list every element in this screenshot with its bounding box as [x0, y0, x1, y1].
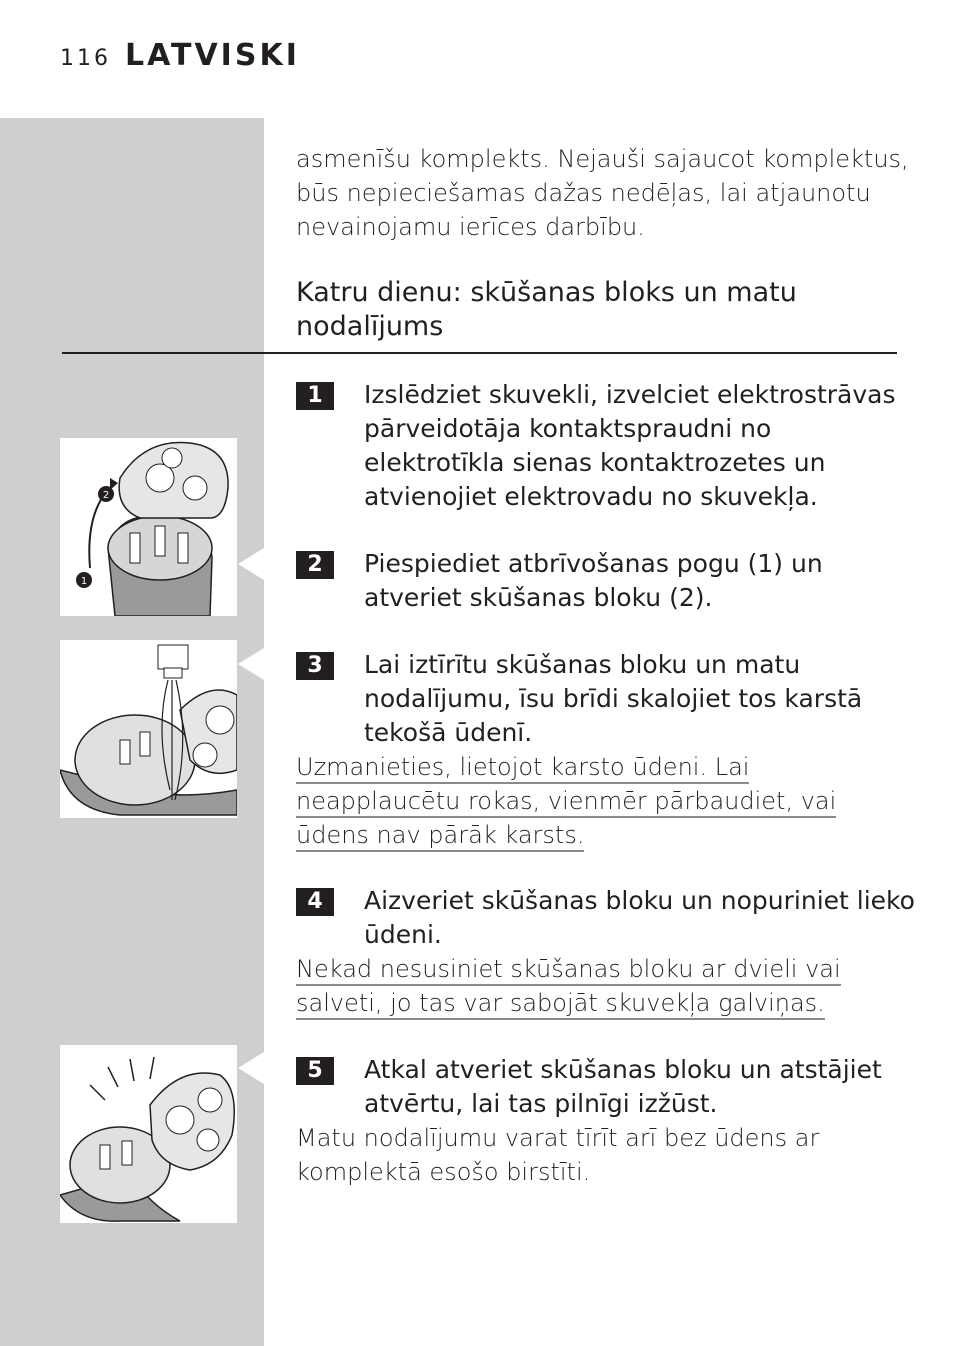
step-3	[296, 648, 916, 852]
step-text: Piespiediet atbrīvošanas pogu (1) un atveriet skūšanas bloku (2).	[364, 549, 823, 612]
callout-1: 1	[80, 576, 88, 587]
step-2	[296, 547, 916, 615]
shaver-open-illustration	[60, 438, 237, 616]
step-5	[296, 1053, 916, 1189]
warning-text: Uzmanieties, lietojot karsto ūdeni. Lai neapplaucētu rokas, vienmēr pārbaudiet, vai ūdens nav pārāk karsts.	[296, 750, 916, 852]
step-4	[296, 884, 916, 1020]
divider-rule	[62, 352, 897, 354]
step-number: 3	[296, 652, 334, 680]
step-text: Lai iztīrītu skūšanas bloku un matu nodalījumu, īsu brīdi skalojiet tos karstā tekošā ūdenī.	[364, 650, 863, 747]
section-title: LATVISKI	[125, 38, 300, 73]
pointer-arrow	[238, 548, 264, 580]
step-text: Atkal atveriet skūšanas bloku un atstājiet atvērtu, lai tas pilnīgi izžūst.	[364, 1055, 882, 1118]
callout-2: 2	[102, 490, 110, 501]
note-text: Matu nodalījumu varat tīrīt arī bez ūdens ar komplektā esošo birstīti.	[296, 1124, 820, 1186]
step-number: 1	[296, 382, 334, 410]
step-1	[296, 378, 916, 514]
pointer-arrow	[238, 648, 264, 680]
step-number: 5	[296, 1057, 334, 1085]
intro-paragraph: asmenīšu komplekts. Nejauši sajaucot komplektus, būs nepieciešamas dažas nedēļas, lai atjaunotu nevainojamu ierīces darbību.	[296, 145, 909, 241]
shaver-rinse-illustration	[60, 640, 237, 818]
page-number: 116	[60, 46, 111, 71]
step-number: 4	[296, 888, 334, 916]
subheading: Katru dienu: skūšanas bloks un matu nodalījums	[296, 277, 797, 342]
warning-text: Nekad nesusiniet skūšanas bloku ar dvieli vai salveti, jo tas var sabojāt skuvekļa galviņas.	[296, 952, 916, 1020]
page-header	[60, 38, 300, 78]
shaver-dry-illustration	[60, 1045, 237, 1223]
step-number: 2	[296, 551, 334, 579]
step-text: Izslēdziet skuvekli, izvelciet elektrostrāvas pārveidotāja kontaktspraudni no elektrotīkla sienas kontaktrozetes un atvienojiet elektrovadu no skuvekļa.	[364, 380, 896, 511]
pointer-arrow	[238, 1052, 264, 1084]
step-text: Aizveriet skūšanas bloku un nopuriniet lieko ūdeni.	[364, 886, 915, 949]
